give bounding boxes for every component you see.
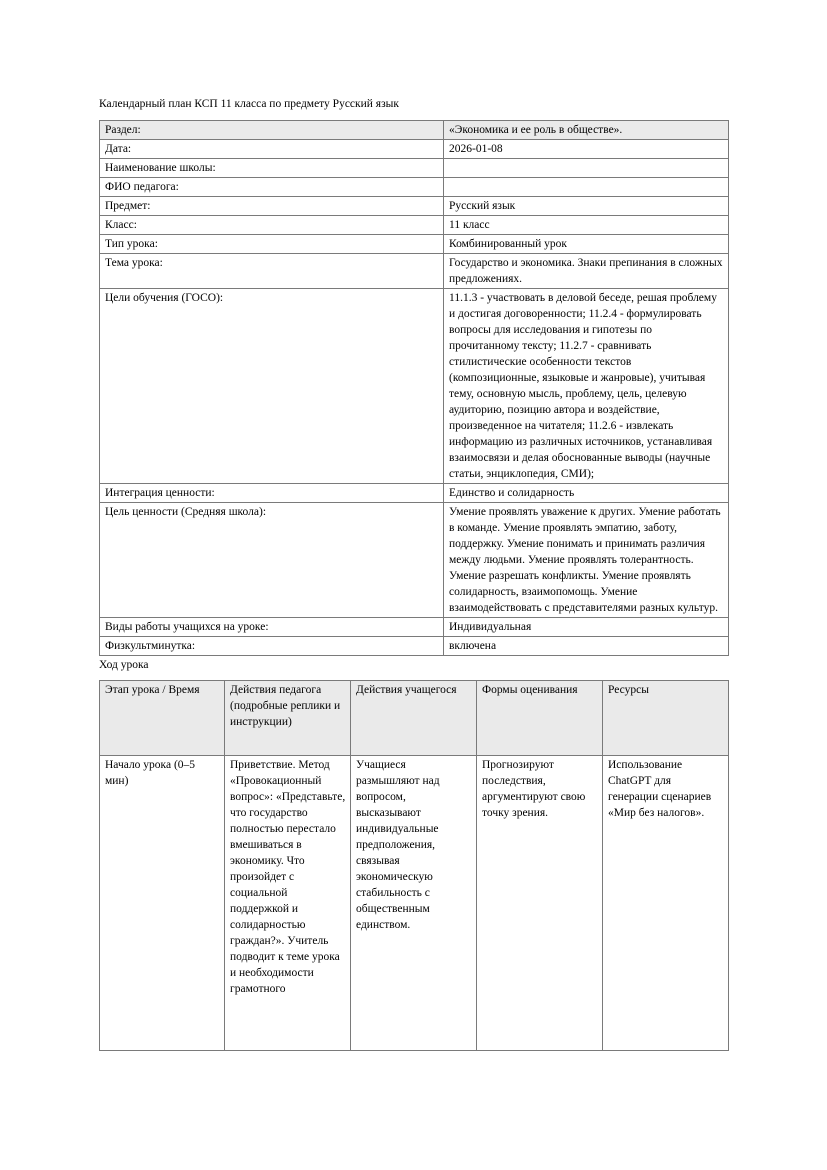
table-row <box>100 197 729 216</box>
cell-resources: Использование ChatGPT для генерации сценариев «Мир без налогов». <box>603 756 729 1051</box>
column-header-resources: Ресурсы <box>603 681 729 756</box>
info-label: Виды работы учащихся на уроке: <box>100 618 444 637</box>
lesson-flow-body <box>100 756 729 1051</box>
info-label: Дата: <box>100 140 444 159</box>
section-caption: Ход урока <box>99 659 149 671</box>
info-value: 2026-01-08 <box>444 140 729 159</box>
table-row <box>100 618 729 637</box>
table-row <box>100 235 729 254</box>
lesson-flow-header <box>100 681 729 756</box>
info-value <box>444 178 729 197</box>
info-value: Умение проявлять уважение к других. Умение работать в команде. Умение проявлять эмпатию, заботу, поддержку. Умение понимать и принимать различия между людьми. Умение проявлять толерантность. Умение разрешать конфликты. Умение проявлять солидарность, взаимопомощь. Умение взаимодействовать с представителями разных культур. <box>444 503 729 618</box>
cell-teacher-actions: Приветствие. Метод «Провокационный вопрос»: «Представьте, что государство полностью перестало вмешиваться в экономику. Что произойдет с социальной поддержкой и солидарностью граждан?». Учитель подводит к теме урока и необходимости грамотного <box>225 756 351 1051</box>
table-row <box>100 484 729 503</box>
info-label: Цели обучения (ГОСО): <box>100 289 444 484</box>
table-header-row <box>100 681 729 756</box>
table-row <box>100 121 729 140</box>
table-row <box>100 503 729 618</box>
table-row <box>100 216 729 235</box>
cell-student-actions: Учащиеся размышляют над вопросом, высказывают индивидуальные предположения, связывая экономическую стабильность с общественным единством. <box>351 756 477 1051</box>
table-row <box>100 140 729 159</box>
info-label: Интеграция ценности: <box>100 484 444 503</box>
info-label: Физкультминутка: <box>100 637 444 656</box>
column-header-teacher-actions: Действия педагога (подробные реплики и инструкции) <box>225 681 351 756</box>
column-header-assessment-forms: Формы оценивания <box>477 681 603 756</box>
table-row <box>100 637 729 656</box>
info-label: Предмет: <box>100 197 444 216</box>
lesson-info-table <box>99 120 729 656</box>
info-label: Раздел: <box>100 121 444 140</box>
info-value: Русский язык <box>444 197 729 216</box>
info-label: Наименование школы: <box>100 159 444 178</box>
page-title: Календарный план КСП 11 класса по предмету Русский язык <box>99 98 399 110</box>
info-label: Тема урока: <box>100 254 444 289</box>
info-label: Класс: <box>100 216 444 235</box>
column-header-student-actions: Действия учащегося <box>351 681 477 756</box>
table-row <box>100 254 729 289</box>
info-value: Единство и солидарность <box>444 484 729 503</box>
info-label: ФИО педагога: <box>100 178 444 197</box>
lesson-info-body <box>100 121 729 656</box>
cell-stage: Начало урока (0–5 мин) <box>100 756 225 1051</box>
info-value: 11.1.3 - участвовать в деловой беседе, решая проблему и достигая договоренности; 11.2.4 - формулировать вопросы для исследования и гипотезы по прочитанному тексту; 11.2.7 - сравнивать стилистические особенности текстов (композиционные, языковые и жанровые), учитывая тему, основную мысль, проблему, цель, целевую аудиторию, позицию автора и воздействие, произведенное на читателя; 11.2.6 - извлекать информацию из различных источников, устанавливая взаимосвязи и делая обоснованные выводы (научные статьи, энциклопедия, СМИ); <box>444 289 729 484</box>
cell-assessment-forms: Прогнозируют последствия, аргументируют свою точку зрения. <box>477 756 603 1051</box>
lesson-flow-table <box>99 680 729 1051</box>
info-label: Тип урока: <box>100 235 444 254</box>
info-value: 11 класс <box>444 216 729 235</box>
table-row <box>100 178 729 197</box>
table-row <box>100 756 729 1051</box>
table-row <box>100 289 729 484</box>
info-value <box>444 159 729 178</box>
info-value: включена <box>444 637 729 656</box>
column-header-stage: Этап урока / Время <box>100 681 225 756</box>
info-label: Цель ценности (Средняя школа): <box>100 503 444 618</box>
info-value: Государство и экономика. Знаки препинания в сложных предложениях. <box>444 254 729 289</box>
info-value: Комбинированный урок <box>444 235 729 254</box>
info-value: Индивидуальная <box>444 618 729 637</box>
info-value: «Экономика и ее роль в обществе». <box>444 121 729 140</box>
table-row <box>100 159 729 178</box>
